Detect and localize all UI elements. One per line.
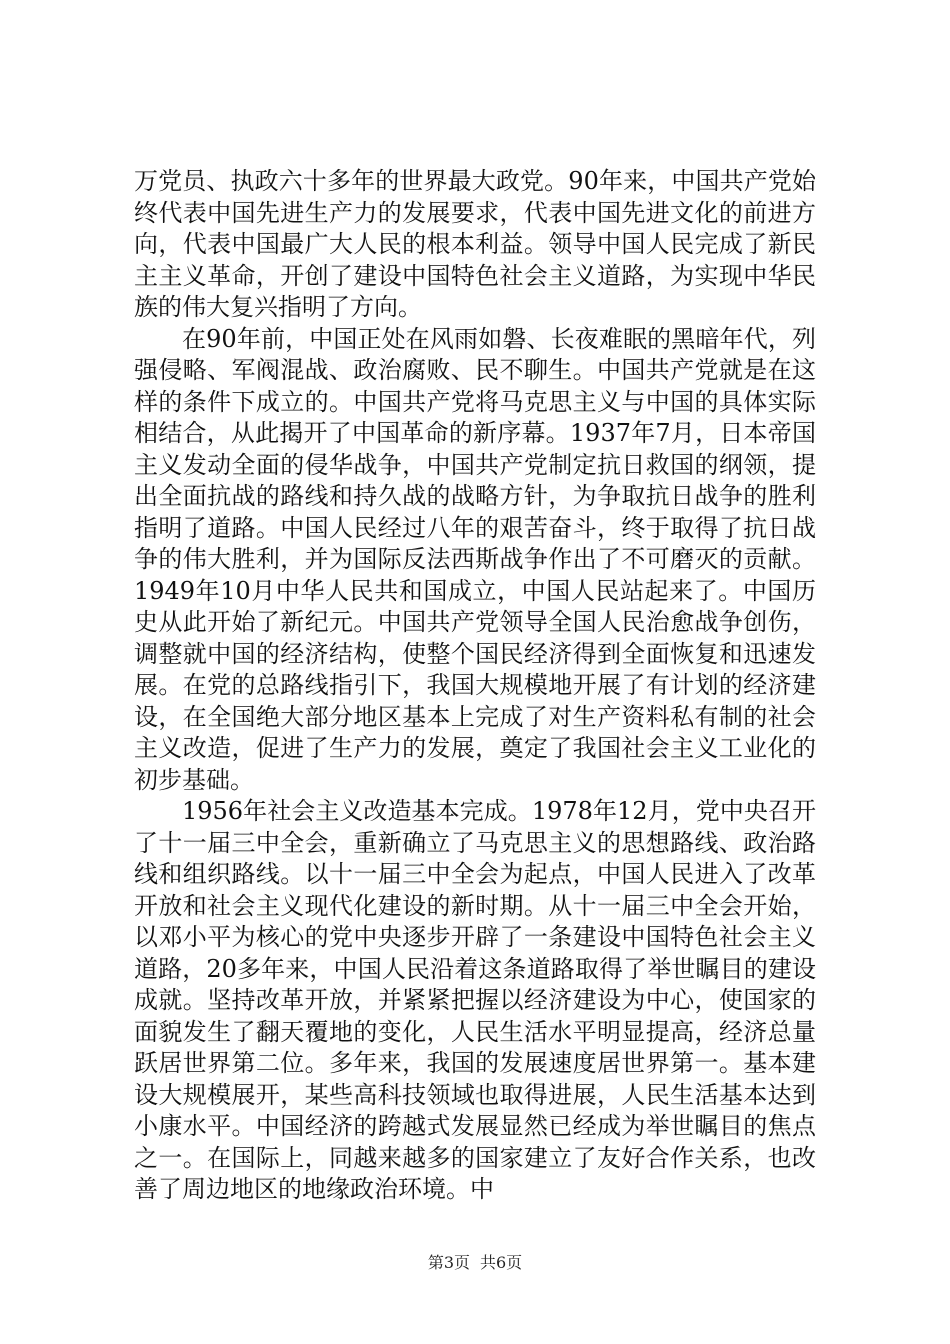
document-body — [134, 166, 816, 1206]
page-total: 共6页 — [480, 1253, 523, 1272]
page-number: 第3页 — [427, 1253, 470, 1272]
paragraph-1: 万党员、执政六十多年的世界最大政党。90年来，中国共产党始终代表中国先进生产力的发展要求，代表中国先进文化的前进方向，代表中国最广大人民的根本利益。领导中国人民完成了新民主主义革命，开创了建设中国特色社会主义道路，为实现中华民族的伟大复兴指明了方向。 — [134, 167, 816, 321]
paragraph-3: 1956年社会主义改造基本完成。1978年12月，党中央召开了十一届三中全会，重新确立了马克思主义的思想路线、政治路线和组织路线。以十一届三中全会为起点，中国人民进入了改革开放和社会主义现代化建设的新时期。从十一届三中全会开始，以邓小平为核心的党中央逐步开辟了一条建设中国特色社会主义道路，20多年来，中国人民沿着这条道路取得了举世瞩目的建设成就。坚持改革开放，并紧紧把握以经济建设为中心，使国家的面貌发生了翻天覆地的变化，人民生活水平明显提高，经济总量跃居世界第二位。多年来，我国的发展速度居世界第一。基本建设大规模展开，某些高科技领域也取得进展，人民生活基本达到小康水平。中国经济的跨越式发展显然已经成为举世瞩目的焦点之一。在国际上，同越来越多的国家建立了友好合作关系，也改善了周边地区的地缘政治环境。中 — [134, 797, 816, 1203]
page-footer — [0, 1250, 950, 1273]
paragraph-2: 在90年前，中国正处在风雨如磐、长夜难眠的黑暗年代，列强侵略、军阀混战、政治腐败、民不聊生。中国共产党就是在这样的条件下成立的。中国共产党将马克思主义与中国的具体实际相结合，从此揭开了中国革命的新序幕。1937年7月，日本帝国主义发动全面的侵华战争，中国共产党制定抗日救国的纲领，提出全面抗战的路线和持久战的战略方针，为争取抗日战争的胜利指明了道路。中国人民经过八年的艰苦奋斗，终于取得了抗日战争的伟大胜利，并为国际反法西斯战争作出了不可磨灭的贡献。1949年10月中华人民共和国成立，中国人民站起来了。中国历史从此开始了新纪元。中国共产党领导全国人民治愈战争创伤，调整就中国的经济结构，使整个国民经济得到全面恢复和迅速发展。在党的总路线指引下，我国大规模地开展了有计划的经济建设，在全国绝大部分地区基本上完成了对生产资料私有制的社会主义改造，促进了生产力的发展，奠定了我国社会主义工业化的初步基础。 — [134, 324, 816, 794]
